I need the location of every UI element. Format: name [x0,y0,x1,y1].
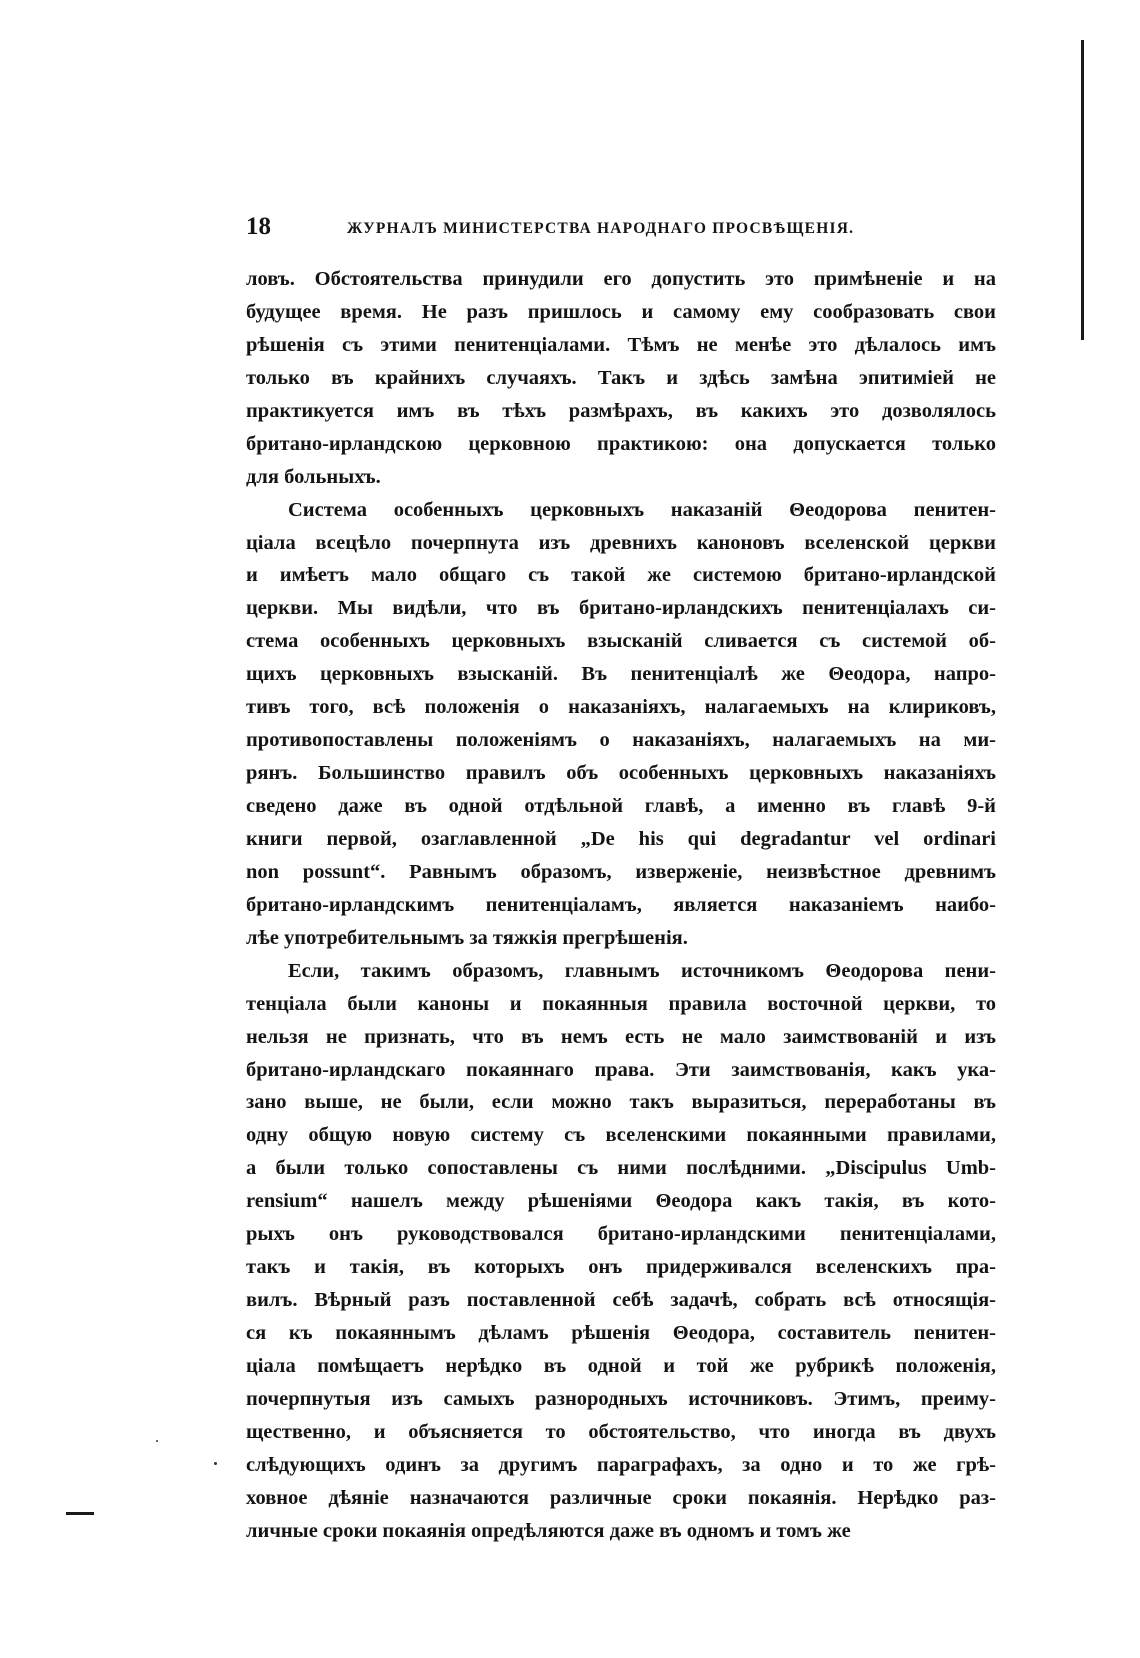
speck-mark [156,1440,158,1442]
text-line: лѣе употребительнымъ за тяжкія прегрѣшенія. [246,926,688,949]
text-line: рѣшенія съ этими пенитенціалами. Тѣмъ не менѣе это дѣлалось имъ [246,333,996,356]
text-line: книги первой, озаглавленной „De his qui degradantur vel ordinari [246,827,996,850]
page-header [246,210,998,244]
page-number: 18 [246,213,271,240]
text-line: слѣдующихъ одинъ за другимъ параграфахъ, за одно и то же грѣ- [246,1453,996,1476]
margin-dash-mark [66,1512,94,1515]
binding-edge-mark [1081,40,1084,340]
text-line: почерпнутыя изъ самыхъ разнородныхъ источниковъ. Этимъ, преиму- [246,1387,996,1410]
body-text [246,263,996,1548]
text-line: щихъ церковныхъ взысканій. Въ пенитенціалѣ же Θеодора, напро- [246,663,996,686]
text-line: тенціала были каноны и покаянныя правила восточной церкви, то [246,992,996,1015]
text-line: только въ крайнихъ случаяхъ. Такъ и здѣсь замѣна эпитиміей не [246,366,996,389]
text-line: будущее время. Не разъ пришлось и самому ему сообразовать свои [246,300,996,323]
text-line: щественно, и объясняется то обстоятельство, что иногда въ двухъ [246,1420,996,1443]
text-line: сведено даже въ одной отдѣльной главѣ, а именно въ главѣ 9-й [246,795,996,817]
text-line: non possunt“. Равнымъ образомъ, изверженіе, неизвѣстное древнимъ [246,860,996,883]
text-line: британо-ирландскимъ пенитенціаламъ, является наказаніемъ наибо- [246,893,996,916]
text-line: ціала помѣщаетъ нерѣдко въ одной и той же рубрикѣ положенія, [246,1354,996,1377]
text-line: церкви. Мы видѣли, что въ британо-ирландскихъ пенитенціалахъ си- [246,597,996,620]
text-line: а были только сопоставлены съ ними послѣдними. „Discipulus Umb- [246,1157,996,1180]
text-line: ловъ. Обстоятельства принудили его допустить это примѣненіе и на [246,268,996,290]
text-line: стема особенныхъ церковныхъ взысканій сливается съ системой об- [246,630,996,653]
text-line: ся къ покаяннымъ дѣламъ рѣшенія Θеодора, составитель пенитен- [246,1322,996,1344]
text-line: зано выше, не были, если можно такъ выразиться, переработаны въ [246,1091,996,1114]
text-line: Если, такимъ образомъ, главнымъ источникомъ Θеодорова пени- [288,959,996,982]
text-line: британо-ирландскою церковною практикою: она допускается только [246,432,996,455]
text-line: такъ и такія, въ которыхъ онъ придерживался вселенскихъ пра- [246,1256,996,1279]
text-line: и имѣетъ мало общаго съ такой же системою британо-ирландской [246,564,996,587]
text-line: противопоставлены положеніямъ о наказаніяхъ, налагаемыхъ на ми- [246,729,996,752]
paragraph [246,263,996,494]
text-line: ціала всецѣло почерпнута изъ древнихъ каноновъ вселенской церкви [246,531,996,554]
text-line: личные сроки покаянія опредѣляются даже въ одномъ и томъ же [246,1519,851,1542]
text-line: ховное дѣяніе назначаются различные сроки покаянія. Нерѣдко раз- [246,1486,996,1509]
running-title: ЖУРНАЛЪ МИНИСТЕРСТВА НАРОДНАГО ПРОСВѢЩЕНІЯ. [347,220,855,237]
paragraph [246,955,996,1548]
text-line: рыхъ онъ руководствовался британо-ирландскими пенитенціалами, [246,1223,996,1246]
speck-mark [214,1462,217,1465]
text-line: rensium“ нашелъ между рѣшеніями Θеодора какъ такія, въ кото- [246,1190,996,1213]
text-line: нельзя не признать, что въ немъ есть не мало заимствованій и изъ [246,1025,996,1048]
paragraph [246,494,996,955]
text-line: практикуется имъ въ тѣхъ размѣрахъ, въ какихъ это дозволялось [246,399,996,422]
text-line: рянъ. Большинство правилъ объ особенныхъ церковныхъ наказаніяхъ [246,762,996,785]
text-line: британо-ирландскаго покаяннаго права. Эти заимствованія, какъ ука- [246,1058,996,1081]
text-line: для больныхъ. [246,465,381,488]
text-line: тивъ того, всѣ положенія о наказаніяхъ, налагаемыхъ на клириковъ, [246,696,996,719]
text-line: вилъ. Вѣрный разъ поставленной себѣ задачѣ, собрать всѣ относящія- [246,1289,996,1312]
text-line: одну общую новую систему съ вселенскими покаянными правилами, [246,1124,996,1147]
text-line: Система особенныхъ церковныхъ наказаній Θеодорова пенитен- [288,498,996,521]
